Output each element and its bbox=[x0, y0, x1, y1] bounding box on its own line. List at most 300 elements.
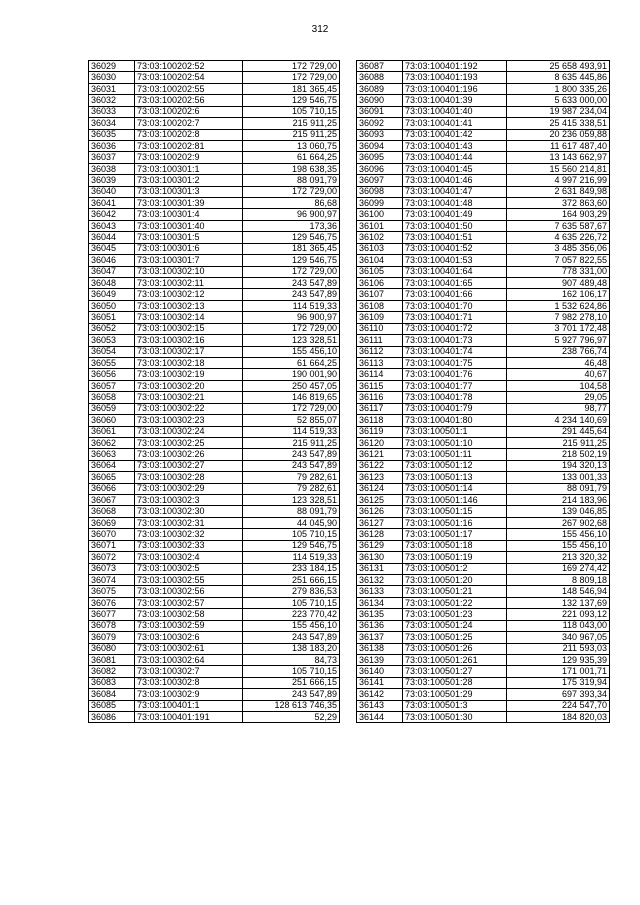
value-cell: 128 613 746,35 bbox=[243, 700, 340, 711]
value-cell: 171 001,71 bbox=[507, 666, 610, 677]
value-cell: 215 911,25 bbox=[243, 118, 340, 129]
cadastral-number-cell: 73:03:100302:25 bbox=[135, 437, 243, 448]
table-row bbox=[89, 300, 340, 311]
cadastral-number-cell: 73:03:100202:7 bbox=[135, 118, 243, 129]
row-number-cell: 36094 bbox=[357, 140, 403, 151]
table-row bbox=[357, 712, 610, 723]
value-cell: 4 635 226,72 bbox=[507, 232, 610, 243]
row-number-cell: 36096 bbox=[357, 163, 403, 174]
table-row bbox=[357, 278, 610, 289]
table-row bbox=[89, 380, 340, 391]
table-row bbox=[89, 255, 340, 266]
cadastral-number-cell: 73:03:100401:52 bbox=[403, 243, 507, 254]
cadastral-number-cell: 73:03:100302:20 bbox=[135, 380, 243, 391]
cadastral-number-cell: 73:03:100501:30 bbox=[403, 712, 507, 723]
cadastral-number-cell: 73:03:100501:10 bbox=[403, 437, 507, 448]
value-cell: 250 457,05 bbox=[243, 380, 340, 391]
table-row bbox=[357, 529, 610, 540]
cadastral-number-cell: 73:03:100301:2 bbox=[135, 175, 243, 186]
row-number-cell: 36111 bbox=[357, 335, 403, 346]
value-cell: 25 415 338,51 bbox=[507, 118, 610, 129]
row-number-cell: 36119 bbox=[357, 426, 403, 437]
cadastral-number-cell: 73:03:100302:11 bbox=[135, 278, 243, 289]
row-number-cell: 36121 bbox=[357, 449, 403, 460]
row-number-cell: 36105 bbox=[357, 266, 403, 277]
table-row bbox=[357, 220, 610, 231]
cadastral-number-cell: 73:03:100302:24 bbox=[135, 426, 243, 437]
cadastral-number-cell: 73:03:100301:6 bbox=[135, 243, 243, 254]
row-number-cell: 36095 bbox=[357, 152, 403, 163]
value-cell: 372 863,60 bbox=[507, 198, 610, 209]
table-row bbox=[357, 643, 610, 654]
table-row bbox=[89, 323, 340, 334]
table-row bbox=[357, 609, 610, 620]
table-row bbox=[89, 346, 340, 357]
row-number-cell: 36134 bbox=[357, 597, 403, 608]
table-row bbox=[89, 632, 340, 643]
value-cell: 129 546,75 bbox=[243, 95, 340, 106]
cadastral-number-cell: 73:03:100302:26 bbox=[135, 449, 243, 460]
table-row bbox=[89, 357, 340, 368]
row-number-cell: 36054 bbox=[89, 346, 135, 357]
value-cell: 155 456,10 bbox=[507, 529, 610, 540]
table-row bbox=[357, 198, 610, 209]
cadastral-number-cell: 73:03:100501:27 bbox=[403, 666, 507, 677]
cadastral-number-cell: 73:03:100501:28 bbox=[403, 677, 507, 688]
table-row bbox=[357, 689, 610, 700]
cadastral-number-cell: 73:03:100401:47 bbox=[403, 186, 507, 197]
table-row bbox=[89, 415, 340, 426]
table-row bbox=[89, 95, 340, 106]
value-cell: 105 710,15 bbox=[243, 666, 340, 677]
value-cell: 211 593,03 bbox=[507, 643, 610, 654]
table-row bbox=[357, 540, 610, 551]
value-cell: 181 365,45 bbox=[243, 243, 340, 254]
table-row bbox=[357, 380, 610, 391]
table-row bbox=[89, 83, 340, 94]
table-row bbox=[357, 106, 610, 117]
table-row bbox=[357, 289, 610, 300]
row-number-cell: 36080 bbox=[89, 643, 135, 654]
value-cell: 194 320,13 bbox=[507, 460, 610, 471]
table-row bbox=[357, 175, 610, 186]
cadastral-number-cell: 73:03:100501:21 bbox=[403, 586, 507, 597]
cadastral-number-cell: 73:03:100302:13 bbox=[135, 300, 243, 311]
cadastral-number-cell: 73:03:100302:6 bbox=[135, 632, 243, 643]
row-number-cell: 36082 bbox=[89, 666, 135, 677]
table-row bbox=[89, 163, 340, 174]
value-cell: 172 729,00 bbox=[243, 403, 340, 414]
value-cell: 251 666,15 bbox=[243, 574, 340, 585]
table-row bbox=[89, 449, 340, 460]
cadastral-number-cell: 73:03:100302:32 bbox=[135, 529, 243, 540]
table-row bbox=[357, 437, 610, 448]
value-cell: 2 631 849,98 bbox=[507, 186, 610, 197]
table-row bbox=[89, 654, 340, 665]
cadastral-number-cell: 73:03:100501:26 bbox=[403, 643, 507, 654]
value-cell: 79 282,61 bbox=[243, 472, 340, 483]
row-number-cell: 36048 bbox=[89, 278, 135, 289]
cadastral-number-cell: 73:03:100302:33 bbox=[135, 540, 243, 551]
value-cell: 267 902,68 bbox=[507, 517, 610, 528]
table-row bbox=[89, 574, 340, 585]
value-cell: 19 987 234,04 bbox=[507, 106, 610, 117]
value-cell: 114 519,33 bbox=[243, 300, 340, 311]
cadastral-number-cell: 73:03:100202:56 bbox=[135, 95, 243, 106]
cadastral-number-cell: 73:03:100401:64 bbox=[403, 266, 507, 277]
table-row bbox=[357, 357, 610, 368]
cadastral-number-cell: 73:03:100302:27 bbox=[135, 460, 243, 471]
row-number-cell: 36087 bbox=[357, 61, 403, 72]
table-row bbox=[357, 83, 610, 94]
table-row bbox=[89, 266, 340, 277]
value-cell: 291 445,64 bbox=[507, 426, 610, 437]
cadastral-number-cell: 73:03:100401:76 bbox=[403, 369, 507, 380]
row-number-cell: 36049 bbox=[89, 289, 135, 300]
row-number-cell: 36108 bbox=[357, 300, 403, 311]
cadastral-number-cell: 73:03:100302:18 bbox=[135, 357, 243, 368]
row-number-cell: 36137 bbox=[357, 632, 403, 643]
cadastral-number-cell: 73:03:100401:45 bbox=[403, 163, 507, 174]
row-number-cell: 36070 bbox=[89, 529, 135, 540]
cadastral-number-cell: 73:03:100302:57 bbox=[135, 597, 243, 608]
value-cell: 98,77 bbox=[507, 403, 610, 414]
row-number-cell: 36115 bbox=[357, 380, 403, 391]
cadastral-number-cell: 73:03:100401:72 bbox=[403, 323, 507, 334]
row-number-cell: 36030 bbox=[89, 72, 135, 83]
cadastral-number-cell: 73:03:100401:41 bbox=[403, 118, 507, 129]
cadastral-number-cell: 73:03:100401:80 bbox=[403, 415, 507, 426]
table-row bbox=[89, 597, 340, 608]
table-row bbox=[357, 335, 610, 346]
value-cell: 243 547,89 bbox=[243, 632, 340, 643]
row-number-cell: 36075 bbox=[89, 586, 135, 597]
value-cell: 104,58 bbox=[507, 380, 610, 391]
table-row bbox=[89, 209, 340, 220]
table-row bbox=[89, 118, 340, 129]
cadastral-number-cell: 73:03:100501:29 bbox=[403, 689, 507, 700]
table-row bbox=[357, 483, 610, 494]
value-cell: 105 710,15 bbox=[243, 597, 340, 608]
cadastral-number-cell: 73:03:100302:7 bbox=[135, 666, 243, 677]
cadastral-number-cell: 73:03:100401:70 bbox=[403, 300, 507, 311]
value-cell: 8 635 445,86 bbox=[507, 72, 610, 83]
row-number-cell: 36136 bbox=[357, 620, 403, 631]
value-cell: 40,67 bbox=[507, 369, 610, 380]
value-cell: 118 043,00 bbox=[507, 620, 610, 631]
row-number-cell: 36042 bbox=[89, 209, 135, 220]
table-row bbox=[89, 72, 340, 83]
row-number-cell: 36059 bbox=[89, 403, 135, 414]
cadastral-number-cell: 73:03:100501:11 bbox=[403, 449, 507, 460]
value-cell: 5 927 796,97 bbox=[507, 335, 610, 346]
value-cell: 7 982 278,10 bbox=[507, 312, 610, 323]
value-cell: 148 546,94 bbox=[507, 586, 610, 597]
cadastral-number-cell: 73:03:100302:61 bbox=[135, 643, 243, 654]
value-cell: 3 701 172,48 bbox=[507, 323, 610, 334]
table-row bbox=[357, 152, 610, 163]
table-row bbox=[357, 574, 610, 585]
cadastral-number-cell: 73:03:100501:16 bbox=[403, 517, 507, 528]
table-row bbox=[357, 677, 610, 688]
row-number-cell: 36078 bbox=[89, 620, 135, 631]
row-number-cell: 36118 bbox=[357, 415, 403, 426]
cadastral-number-cell: 73:03:100202:6 bbox=[135, 106, 243, 117]
row-number-cell: 36097 bbox=[357, 175, 403, 186]
row-number-cell: 36124 bbox=[357, 483, 403, 494]
value-cell: 132 137,69 bbox=[507, 597, 610, 608]
table-row bbox=[89, 689, 340, 700]
value-cell: 172 729,00 bbox=[243, 72, 340, 83]
value-cell: 13 143 662,97 bbox=[507, 152, 610, 163]
table-row bbox=[357, 232, 610, 243]
table-row bbox=[357, 700, 610, 711]
row-number-cell: 36046 bbox=[89, 255, 135, 266]
table-row bbox=[357, 552, 610, 563]
row-number-cell: 36051 bbox=[89, 312, 135, 323]
row-number-cell: 36128 bbox=[357, 529, 403, 540]
cadastral-number-cell: 73:03:100302:30 bbox=[135, 506, 243, 517]
value-cell: 5 633 000,00 bbox=[507, 95, 610, 106]
value-cell: 243 547,89 bbox=[243, 689, 340, 700]
value-cell: 114 519,33 bbox=[243, 552, 340, 563]
row-number-cell: 36141 bbox=[357, 677, 403, 688]
row-number-cell: 36109 bbox=[357, 312, 403, 323]
row-number-cell: 36122 bbox=[357, 460, 403, 471]
table-row bbox=[89, 495, 340, 506]
row-number-cell: 36116 bbox=[357, 392, 403, 403]
table-row bbox=[89, 552, 340, 563]
cadastral-number-cell: 73:03:100301:3 bbox=[135, 186, 243, 197]
table-row bbox=[357, 666, 610, 677]
cadastral-number-cell: 73:03:100501:1 bbox=[403, 426, 507, 437]
row-number-cell: 36123 bbox=[357, 472, 403, 483]
row-number-cell: 36053 bbox=[89, 335, 135, 346]
row-number-cell: 36052 bbox=[89, 323, 135, 334]
cadastral-number-cell: 73:03:100302:58 bbox=[135, 609, 243, 620]
value-cell: 214 183,96 bbox=[507, 495, 610, 506]
value-cell: 238 766,74 bbox=[507, 346, 610, 357]
table-row bbox=[357, 209, 610, 220]
row-number-cell: 36055 bbox=[89, 357, 135, 368]
table-row bbox=[357, 186, 610, 197]
table-row bbox=[89, 198, 340, 209]
row-number-cell: 36074 bbox=[89, 574, 135, 585]
table-row bbox=[357, 266, 610, 277]
table-row bbox=[89, 472, 340, 483]
row-number-cell: 36140 bbox=[357, 666, 403, 677]
cadastral-number-cell: 73:03:100302:19 bbox=[135, 369, 243, 380]
value-cell: 3 485 356,06 bbox=[507, 243, 610, 254]
row-number-cell: 36083 bbox=[89, 677, 135, 688]
row-number-cell: 36088 bbox=[357, 72, 403, 83]
table-row bbox=[357, 163, 610, 174]
table-row bbox=[89, 243, 340, 254]
value-cell: 155 456,10 bbox=[243, 346, 340, 357]
row-number-cell: 36112 bbox=[357, 346, 403, 357]
table-row bbox=[89, 437, 340, 448]
row-number-cell: 36143 bbox=[357, 700, 403, 711]
cadastral-number-cell: 73:03:100302:14 bbox=[135, 312, 243, 323]
value-cell: 25 658 493,91 bbox=[507, 61, 610, 72]
row-number-cell: 36043 bbox=[89, 220, 135, 231]
table-row bbox=[89, 232, 340, 243]
row-number-cell: 36085 bbox=[89, 700, 135, 711]
row-number-cell: 36047 bbox=[89, 266, 135, 277]
cadastral-number-cell: 73:03:100301:40 bbox=[135, 220, 243, 231]
cadastral-number-cell: 73:03:100401:77 bbox=[403, 380, 507, 391]
value-cell: 20 236 059,88 bbox=[507, 129, 610, 140]
row-number-cell: 36131 bbox=[357, 563, 403, 574]
row-number-cell: 36113 bbox=[357, 357, 403, 368]
value-cell: 86,68 bbox=[243, 198, 340, 209]
row-number-cell: 36127 bbox=[357, 517, 403, 528]
page-number: 312 bbox=[311, 24, 329, 35]
table-row bbox=[357, 654, 610, 665]
row-number-cell: 36061 bbox=[89, 426, 135, 437]
row-number-cell: 36032 bbox=[89, 95, 135, 106]
row-number-cell: 36069 bbox=[89, 517, 135, 528]
table-row bbox=[89, 140, 340, 151]
table-row bbox=[89, 392, 340, 403]
value-cell: 155 456,10 bbox=[243, 620, 340, 631]
row-number-cell: 36100 bbox=[357, 209, 403, 220]
table-row bbox=[89, 278, 340, 289]
value-cell: 133 001,33 bbox=[507, 472, 610, 483]
table-row bbox=[89, 106, 340, 117]
cadastral-number-cell: 73:03:100501:17 bbox=[403, 529, 507, 540]
value-cell: 52 855,07 bbox=[243, 415, 340, 426]
table-row bbox=[89, 529, 340, 540]
cadastral-number-cell: 73:03:100401:192 bbox=[403, 61, 507, 72]
cadastral-number-cell: 73:03:100301:7 bbox=[135, 255, 243, 266]
value-cell: 46,48 bbox=[507, 357, 610, 368]
table-row bbox=[89, 369, 340, 380]
cadastral-number-cell: 73:03:100202:81 bbox=[135, 140, 243, 151]
value-cell: 105 710,15 bbox=[243, 106, 340, 117]
table-row bbox=[357, 632, 610, 643]
cadastral-number-cell: 73:03:100302:4 bbox=[135, 552, 243, 563]
row-number-cell: 36057 bbox=[89, 380, 135, 391]
value-cell: 15 560 214,81 bbox=[507, 163, 610, 174]
table-row bbox=[357, 300, 610, 311]
left-table bbox=[88, 60, 340, 723]
table-row bbox=[357, 255, 610, 266]
cadastral-number-cell: 73:03:100401:48 bbox=[403, 198, 507, 209]
table-row bbox=[357, 517, 610, 528]
row-number-cell: 36099 bbox=[357, 198, 403, 209]
table-row bbox=[89, 666, 340, 677]
row-number-cell: 36144 bbox=[357, 712, 403, 723]
cadastral-number-cell: 73:03:100202:55 bbox=[135, 83, 243, 94]
cadastral-number-cell: 73:03:100302:8 bbox=[135, 677, 243, 688]
cadastral-number-cell: 73:03:100302:12 bbox=[135, 289, 243, 300]
table-row bbox=[357, 415, 610, 426]
row-number-cell: 36071 bbox=[89, 540, 135, 551]
cadastral-number-cell: 73:03:100302:3 bbox=[135, 495, 243, 506]
table-row bbox=[357, 369, 610, 380]
value-cell: 172 729,00 bbox=[243, 186, 340, 197]
value-cell: 155 456,10 bbox=[507, 540, 610, 551]
cadastral-number-cell: 73:03:100501:25 bbox=[403, 632, 507, 643]
value-cell: 223 770,42 bbox=[243, 609, 340, 620]
row-number-cell: 36060 bbox=[89, 415, 135, 426]
table-row bbox=[357, 597, 610, 608]
value-cell: 1 800 335,26 bbox=[507, 83, 610, 94]
value-cell: 215 911,25 bbox=[507, 437, 610, 448]
row-number-cell: 36072 bbox=[89, 552, 135, 563]
value-cell: 162 106,17 bbox=[507, 289, 610, 300]
row-number-cell: 36130 bbox=[357, 552, 403, 563]
table-row bbox=[89, 483, 340, 494]
cadastral-number-cell: 73:03:100501:261 bbox=[403, 654, 507, 665]
cadastral-number-cell: 73:03:100401:73 bbox=[403, 335, 507, 346]
row-number-cell: 36104 bbox=[357, 255, 403, 266]
cadastral-number-cell: 73:03:100401:66 bbox=[403, 289, 507, 300]
row-number-cell: 36068 bbox=[89, 506, 135, 517]
row-number-cell: 36081 bbox=[89, 654, 135, 665]
value-cell: 114 519,33 bbox=[243, 426, 340, 437]
value-cell: 146 819,65 bbox=[243, 392, 340, 403]
table-row bbox=[357, 426, 610, 437]
table-row bbox=[89, 540, 340, 551]
cadastral-number-cell: 73:03:100501:3 bbox=[403, 700, 507, 711]
cadastral-number-cell: 73:03:100202:54 bbox=[135, 72, 243, 83]
row-number-cell: 36062 bbox=[89, 437, 135, 448]
table-row bbox=[89, 175, 340, 186]
value-cell: 29,05 bbox=[507, 392, 610, 403]
table-row bbox=[89, 563, 340, 574]
value-cell: 8 809,18 bbox=[507, 574, 610, 585]
value-cell: 213 320,32 bbox=[507, 552, 610, 563]
cadastral-number-cell: 73:03:100501:20 bbox=[403, 574, 507, 585]
cadastral-number-cell: 73:03:100401:50 bbox=[403, 220, 507, 231]
table-row bbox=[89, 335, 340, 346]
row-number-cell: 36091 bbox=[357, 106, 403, 117]
row-number-cell: 36035 bbox=[89, 129, 135, 140]
row-number-cell: 36135 bbox=[357, 609, 403, 620]
table-row bbox=[357, 118, 610, 129]
row-number-cell: 36044 bbox=[89, 232, 135, 243]
cadastral-number-cell: 73:03:100302:17 bbox=[135, 346, 243, 357]
row-number-cell: 36037 bbox=[89, 152, 135, 163]
cadastral-number-cell: 73:03:100301:5 bbox=[135, 232, 243, 243]
row-number-cell: 36064 bbox=[89, 460, 135, 471]
cadastral-number-cell: 73:03:100202:52 bbox=[135, 61, 243, 72]
cadastral-number-cell: 73:03:100401:51 bbox=[403, 232, 507, 243]
value-cell: 218 502,19 bbox=[507, 449, 610, 460]
cadastral-number-cell: 73:03:100401:46 bbox=[403, 175, 507, 186]
value-cell: 123 328,51 bbox=[243, 495, 340, 506]
table-row bbox=[357, 495, 610, 506]
value-cell: 44 045,90 bbox=[243, 517, 340, 528]
table-row bbox=[89, 289, 340, 300]
row-number-cell: 36086 bbox=[89, 712, 135, 723]
value-cell: 164 903,29 bbox=[507, 209, 610, 220]
value-cell: 61 664,25 bbox=[243, 357, 340, 368]
value-cell: 907 489,48 bbox=[507, 278, 610, 289]
row-number-cell: 36077 bbox=[89, 609, 135, 620]
table-row bbox=[89, 61, 340, 72]
value-cell: 129 546,75 bbox=[243, 232, 340, 243]
row-number-cell: 36063 bbox=[89, 449, 135, 460]
cadastral-number-cell: 73:03:100301:4 bbox=[135, 209, 243, 220]
value-cell: 172 729,00 bbox=[243, 323, 340, 334]
value-cell: 96 900,97 bbox=[243, 209, 340, 220]
table-row bbox=[357, 140, 610, 151]
row-number-cell: 36038 bbox=[89, 163, 135, 174]
value-cell: 243 547,89 bbox=[243, 278, 340, 289]
